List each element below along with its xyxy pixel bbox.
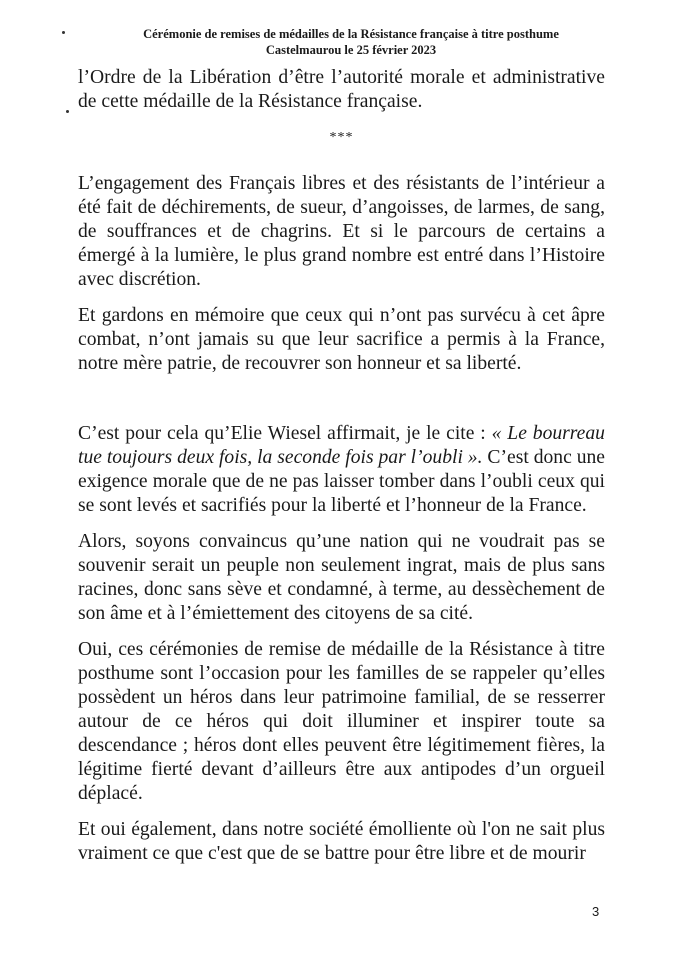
wiesel-quote: « Le bourreau tue toujours deux fois, la seconde fois par l’oubli ». [78,423,605,468]
paragraph-3 [78,422,605,518]
header-title: Cérémonie de remises de médailles de la Résistance française à titre posthume [143,27,559,41]
section-separator: *** [329,130,354,145]
paragraph-2: Et gardons en mémoire que ceux qui n’ont pas survécu à cet âpre combat, n’ont jamais su que leur sacrifice a permis à la France, notre mère patrie, de recouvrer son honneur et sa liberté. [78,305,605,374]
paragraph-6: Et oui également, dans notre société émolliente où l'on ne sait plus vraiment ce que c'est que de se battre pour être libre et de mourir [78,819,605,864]
paragraph-5: Oui, ces cérémonies de remise de médaille de la Résistance à titre posthume sont l’occasion pour les familles de se rappeler qu’elles possèdent un héros dans leur patrimoine familial, de se resserrer autour de ce héros qui doit illuminer et inspirer toute sa descendance ; héros dont elles peuvent être légitimement fières, la légitime fierté devant d’ailleurs être aux antipodes d’un orgueil déplacé. [78,639,605,804]
paragraph-3-rest: C’est donc une exigence morale que de ne pas laisser tomber dans l’oubli ceux qui se sont levés et sacrifiés pour la liberté et l’honneur de la France. [78,447,605,516]
page-header [60,26,642,58]
paragraph-intro: l’Ordre de la Libération d’être l’autorité morale et administrative de cette médaille de la Résistance française. [78,67,605,112]
paragraph-3-lead: C’est pour cela qu’Elie Wiesel affirmait, je le cite : [78,423,492,444]
paragraph-4: Alors, soyons convaincus qu’une nation qui ne voudrait pas se souvenir serait un peuple non seulement ingrat, mais de plus sans racines, donc sans sève et condamné, à terme, au dessèchement de son âme et à l’émiettement des citoyens de sa cité. [78,531,605,624]
paragraph-1: L’engagement des Français libres et des résistants de l’intérieur a été fait de déchirements, de sueur, d’angoisses, de larmes, de sang, de souffrances et de chagrins. Et si le parcours de certains a émergé à la lumière, le plus grand nombre est entré dans l’Histoire avec discrétion. [78,173,605,290]
page-number: 3 [592,904,600,919]
body-text [78,66,605,866]
header-place-date: Castelmaurou le 25 février 2023 [265,43,437,57]
scan-speck [66,110,69,113]
